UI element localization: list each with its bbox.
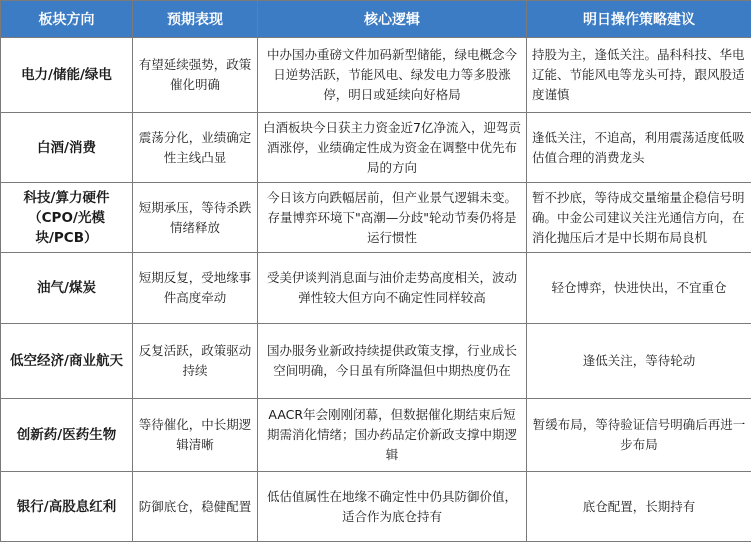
- logic-cell: 受美伊谈判消息面与油价走势高度相关，波动弹性较大但方向不确定性同样较高: [258, 253, 527, 324]
- advice-cell: 暂缓布局，等待验证信号明确后再进一步布局: [527, 399, 751, 472]
- table-row: [1, 399, 751, 472]
- performance-cell: 短期承压，等待杀跌情绪释放: [133, 183, 258, 253]
- performance-cell: 防御底仓，稳健配置: [133, 472, 258, 542]
- table-row: [1, 113, 751, 183]
- header-sector: 板块方向: [1, 1, 133, 38]
- sector-cell: 电力/储能/绿电: [1, 38, 133, 113]
- sector-cell: 油气/煤炭: [1, 253, 133, 324]
- logic-cell: 白酒板块今日获主力资金近7亿净流入，迎驾贡酒涨停，业绩确定性成为资金在调整中优先布局的方向: [258, 113, 527, 183]
- performance-cell: 短期反复，受地缘事件高度牵动: [133, 253, 258, 324]
- logic-cell: AACR年会刚刚闭幕，但数据催化期结束后短期需消化情绪；国办药品定价新政支撑中期逻辑: [258, 399, 527, 472]
- advice-cell: [527, 183, 751, 253]
- header-advice: 明日操作策略建议: [527, 1, 751, 38]
- sector-cell: 创新药/医药生物: [1, 399, 133, 472]
- sector-cell: 低空经济/商业航天: [1, 324, 133, 399]
- sector-cell: 银行/高股息红利: [1, 472, 133, 542]
- logic-cell: 今日该方向跌幅居前，但产业景气逻辑未变。存量博弈环境下"高潮—分歧"轮动节奏仍将是运行惯性: [258, 183, 527, 253]
- table-row: [1, 253, 751, 324]
- advice-cell: 底仓配置，长期持有: [527, 472, 751, 542]
- performance-cell: 等待催化，中长期逻辑清晰: [133, 399, 258, 472]
- advice-cell: 逢低关注，等待轮动: [527, 324, 751, 399]
- header-row: [1, 1, 751, 38]
- performance-cell: 有望延续强势，政策催化明确: [133, 38, 258, 113]
- performance-cell: 反复活跃，政策驱动持续: [133, 324, 258, 399]
- advice-cell: 轻仓博弈，快进快出，不宜重仓: [527, 253, 751, 324]
- logic-cell: 中办国办重磅文件加码新型储能，绿电概念今日逆势活跃，节能风电、绿发电力等多股涨停，明日或延续向好格局: [258, 38, 527, 113]
- sector-cell: 科技/算力硬件（CPO/光模块/PCB）: [1, 183, 133, 253]
- logic-cell: 低估值属性在地缘不确定性中仍具防御价值，适合作为底仓持有: [258, 472, 527, 542]
- advice-cell: 逢低关注，不追高，利用震荡适度低吸估值合理的消费龙头: [527, 113, 751, 183]
- advice-text: 暂不抄底，等待成交量缩量企稳信号明确。中金公司建议关注光通信方向，在消化抛压后才是中长期布局良机: [532, 189, 745, 245]
- performance-cell: 震荡分化，业绩确定性主线凸显: [133, 113, 258, 183]
- logic-cell: 国办服务业新政持续提供政策支撑，行业成长空间明确，今日虽有所降温但中期热度仍在: [258, 324, 527, 399]
- table-row: [1, 472, 751, 542]
- header-logic: 核心逻辑: [258, 1, 527, 38]
- table-row: [1, 38, 751, 113]
- header-performance: 预期表现: [133, 1, 258, 38]
- table-row: [1, 324, 751, 399]
- sector-cell: 白酒/消费: [1, 113, 133, 183]
- table-row: [1, 183, 751, 253]
- advice-clip-box: [532, 188, 746, 248]
- advice-cell: 持股为主，逢低关注。晶科科技、华电辽能、节能风电等龙头可持，跟风股适度谨慎: [527, 38, 751, 113]
